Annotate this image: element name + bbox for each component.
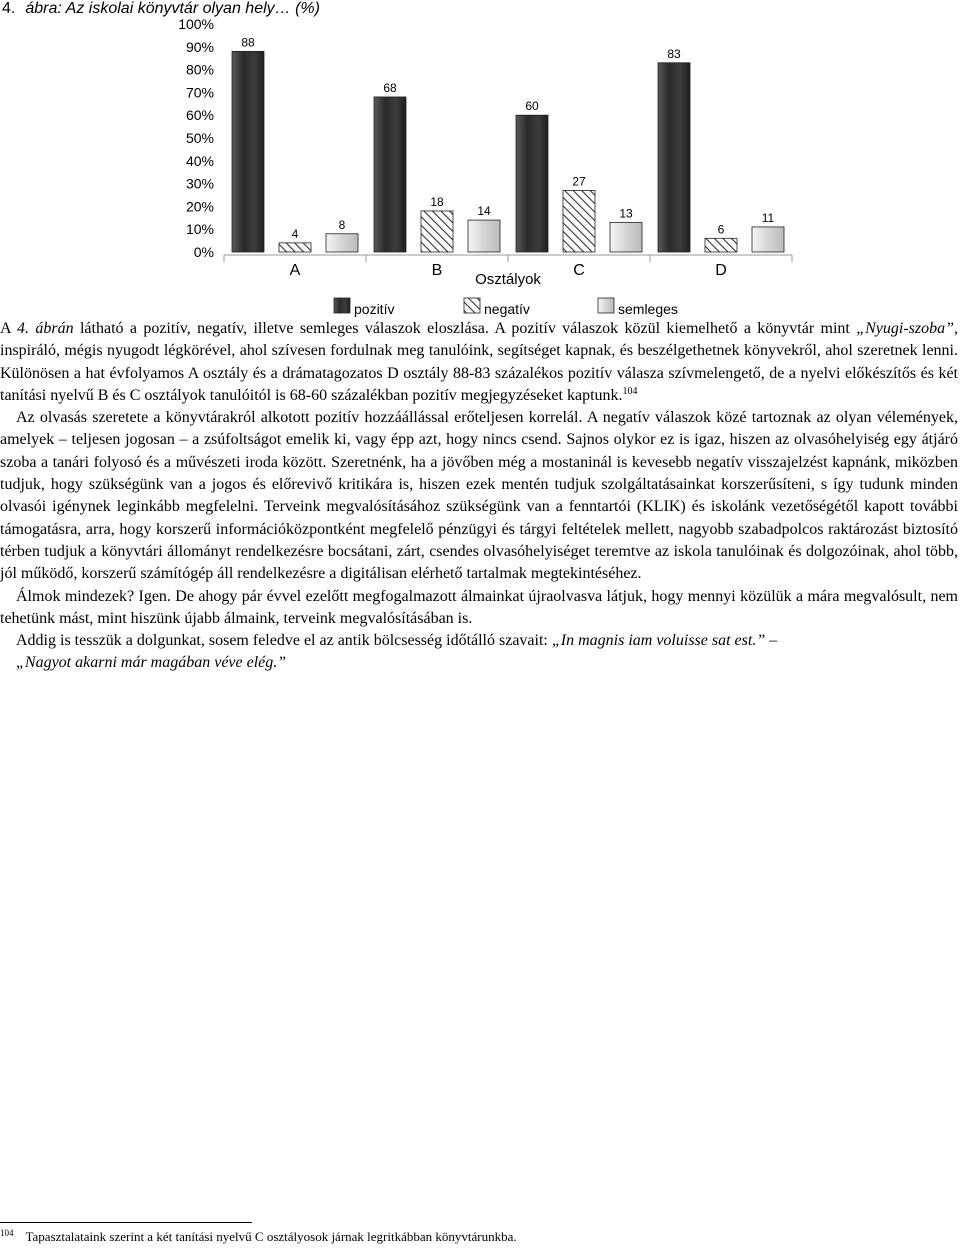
data-label: 88 [241,35,255,50]
data-label: 6 [717,222,725,237]
legend-swatch [464,298,480,313]
footnote-number: 104 [0,1228,14,1238]
negative-bar [705,238,737,252]
positive-bar [658,63,690,252]
negative-bar [563,190,595,252]
data-label: 14 [477,204,491,219]
data-label: 60 [525,99,539,114]
data-label: 11 [761,210,775,225]
neutral-bar [468,220,500,252]
category-label: D [715,262,727,279]
bar-chart [0,0,960,320]
y-tick-label: 0% [193,244,214,260]
positive-bar [516,115,548,252]
data-label: 13 [619,206,633,221]
x-axis-title: Osztályok [475,271,541,288]
footnote [0,1228,517,1245]
y-tick-label: 70% [185,84,214,101]
data-label: 4 [291,226,299,241]
y-tick-label: 100% [178,16,214,32]
y-tick-label: 10% [185,221,214,238]
legend-swatch [598,298,614,313]
paragraph-5 [0,652,958,674]
legend-label: negatív [484,301,530,317]
data-label: 8 [338,217,346,232]
neutral-bar [326,234,358,252]
negative-bar [421,211,453,252]
latin-quote: „In magnis iam voluisse sat est.” [551,632,766,650]
footnote-text: Tapasztalataink szerint a két tanítási nyelvű C osztályosok járnak legritkábban könyvtárunkba. [25,1229,517,1244]
hungarian-quote: „Nagyot akarni már magában véve elég.” [16,654,287,672]
paragraph-1: A 4. ábrán látható a pozitív, negatív, illetve semleges válaszok eloszlása. A pozitív válaszok közül kiemelhető a könyvtár mint „Nyugi-szoba”, inspiráló, mégis nyugodt légkörével, ahol szívesen fordulnak meg tanulóink, segítséget kapnak, és beszélgethetnek könyvekről, ahol szeretnek lenni. Különösen a hat évfolyamos A osztály és a drámatagozatos D osztály 88-83 százalékos pozitív válasza szívmelengető, de a nyelvi előkészítős és két tanítási nyelvű B és C osztályok tanulóitól is 68-60 százalékban pozitív megjegyzéseket kaptunk.$^{104}$ [0,320,959,404]
data-label: 18 [430,194,444,209]
y-tick-label: 40% [185,152,214,169]
neutral-bar [610,222,642,252]
footnote-marker: 104 [622,385,638,397]
figure-reference: 4. ábrán [17,320,74,337]
legend-swatch [334,298,350,313]
positive-bar [374,97,406,252]
y-tick-label: 50% [185,130,214,146]
y-tick-label: 20% [185,198,214,215]
y-tick-label: 60% [185,107,214,124]
figure-number: 4. [2,0,16,17]
data-label: 27 [572,174,586,189]
negative-bar [279,243,311,252]
legend-label: semleges [618,301,678,317]
figure-title: ábra: Az iskolai könyvtár olyan hely… (%) [25,0,320,17]
body-text [0,318,958,675]
legend-label: pozitív [354,301,395,317]
paragraph-2: Az olvasás szeretete a könyvtárakról alkotott pozitív hozzáállással erőteljesen korrelál. A negatív válaszok közé tartoznak az olyan vélemények, amelyek – teljesen jogosan – a zsúfoltságot emelik ki, vagy épp azt, hogy nincs csend. Sajnos olykor ez is igaz, hiszen az olvasóhelyiség egy átjáró szoba a tanári folyosó és a művészeti iroda között. Szeretnénk, ha a jövőben még a mostaninál is kevesebb negatív visszajelzést kapnánk, miközben tudjuk, hogy szükségünk van a jogos és előrevivő kritikára is, hiszen ezek mentén tudjuk szolgáltatásainkat korszerűsíteni, s így tudunk minden olvasói igénynek leginkább megfelelni. Terveink megvalósításához szükségünk van a fenntartói (KLIK) és iskolánk vezetőségétől kapott további támogatásra, arra, hogy korszerű információközpontként megfelelő pénzügyi és tárgyi feltételek mellett, nagyobb szabadpolcos raktározást biztosító térben tudjuk a könyvtári állományt rendelkezésre bocsátani, zárt, csendes olvasóhelyiséget teremtve az iskola tanulóinak és dolgozóinak, ahol több, jól működő, korszerű számítógép áll rendelkezésre a digitálisan elérhető tartalmak megtekintéséhez. [0,409,958,583]
neutral-bar [752,227,784,252]
paragraph-4: Addig is tesszük a dolgunkat, sosem feledve el az antik bölcsesség időtálló szavait: „In magnis iam voluisse sat est.” – [16,632,778,650]
positive-bar [232,51,264,252]
paragraph-3: Álmok mindezek? Igen. De ahogy pár évvel ezelőtt megfogalmazott álmainkat újraolvasva látjuk, hogy mennyi közülük a mára megvalósult, nem tehetünk mást, mint hiszünk újabb álmaink, terveink megvalósításában is. [0,587,958,627]
data-label: 68 [383,80,397,95]
y-tick-label: 80% [185,61,214,78]
y-tick-label: 30% [185,175,214,192]
footnote-separator [0,1222,252,1223]
nyugi-szoba-term: „Nyugi-szoba” [856,320,955,337]
y-tick-label: 90% [185,38,214,55]
chart-legend [334,298,678,317]
category-label: B [431,262,443,279]
category-label: A [289,262,301,279]
category-label: C [573,262,585,279]
data-label: 83 [667,46,681,61]
chart-bars [232,35,784,252]
